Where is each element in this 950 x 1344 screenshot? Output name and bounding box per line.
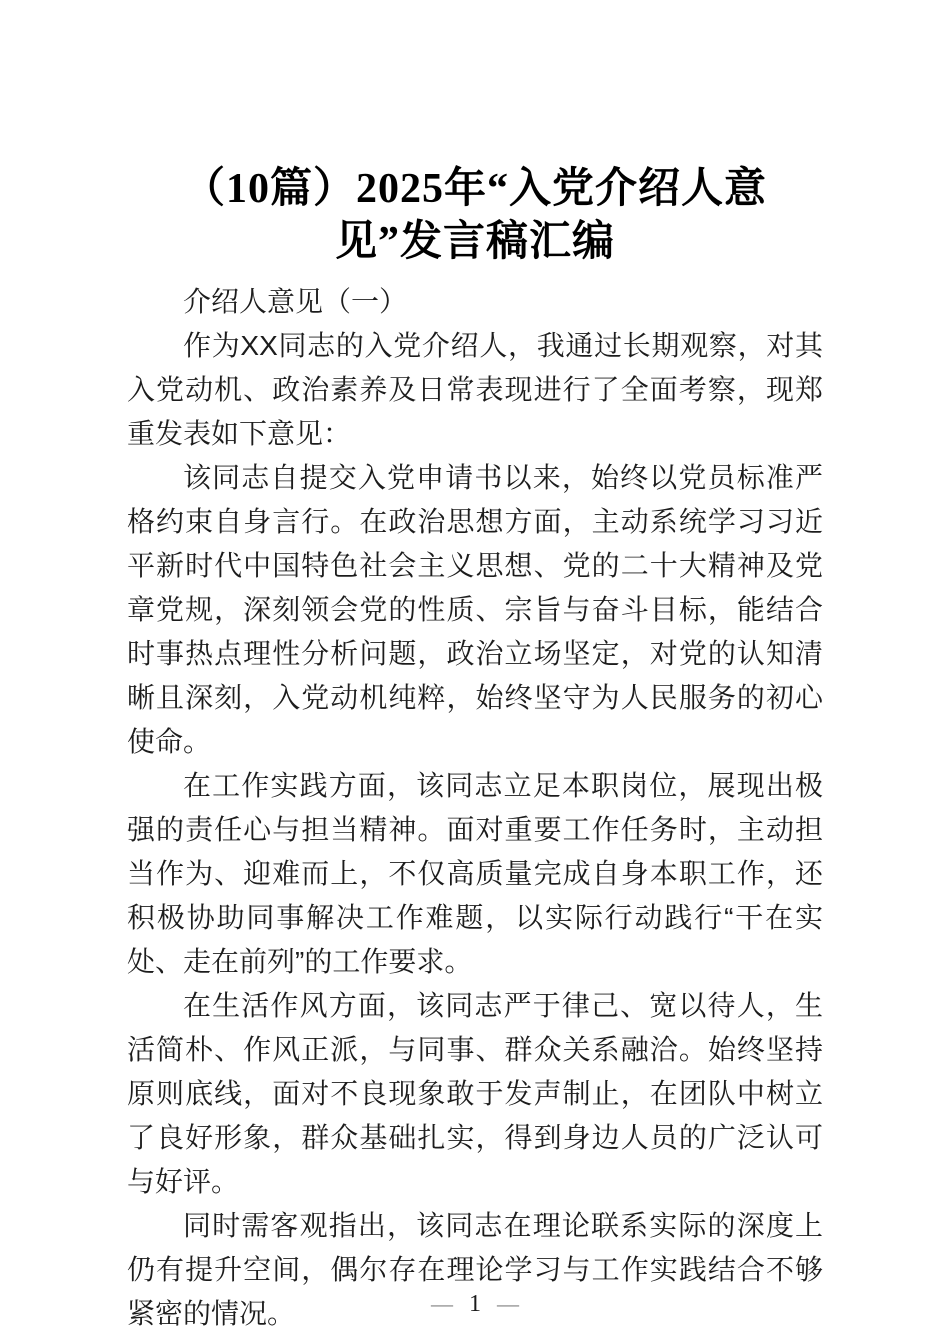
- page-number: 1: [469, 1291, 481, 1317]
- page-footer: [0, 1290, 950, 1318]
- title-line-1: （10篇）2025年“入党介绍人意: [182, 166, 767, 212]
- title-line-2: 见”发言稿汇编: [334, 219, 615, 265]
- document-title: [115, 163, 835, 269]
- paragraph-lifestyle: 在生活作风方面，该同志严于律己、宽以待人，生活简朴、作风正派，与同事、群众关系融洽。始终坚持原则底线，面对不良现象敢于发声制止，在团队中树立了良好形象，群众基础扎实，得到身边人员的广泛认可与好评。: [127, 990, 823, 1197]
- section-heading: 介绍人意见（一）: [183, 286, 408, 317]
- paragraph-shortcomings: 同时需客观指出，该同志在理论联系实际的深度上仍有提升空间，偶尔存在理论学习与工作实践结合不够紧密的情况。: [127, 1210, 823, 1329]
- paragraph-work-practice: 在工作实践方面，该同志立足本职岗位，展现出极强的责任心与担当精神。面对重要工作任务时，主动担当作为、迎难而上，不仅高质量完成自身本职工作，还积极协助同事解决工作难题，以实际行动践行“干在实处、走在前列”的工作要求。: [127, 770, 823, 977]
- paragraph-political-thought: 该同志自提交入党申请书以来，始终以党员标准严格约束自身言行。在政治思想方面，主动系统学习习近平新时代中国特色社会主义思想、党的二十大精神及党章党规，深刻领会党的性质、宗旨与奋斗目标，能结合时事热点理性分析问题，政治立场坚定，对党的认知清晰且深刻，入党动机纯粹，始终坚守为人民服务的初心使命。: [127, 462, 823, 757]
- footer-dash-right: —: [497, 1291, 519, 1316]
- document-body: [127, 280, 823, 1336]
- paragraph-intro: 作为XX同志的入党介绍人，我通过长期观察，对其入党动机、政治素养及日常表现进行了全面考察，现郑重发表如下意见：: [127, 330, 823, 449]
- footer-dash-left: —: [431, 1291, 453, 1316]
